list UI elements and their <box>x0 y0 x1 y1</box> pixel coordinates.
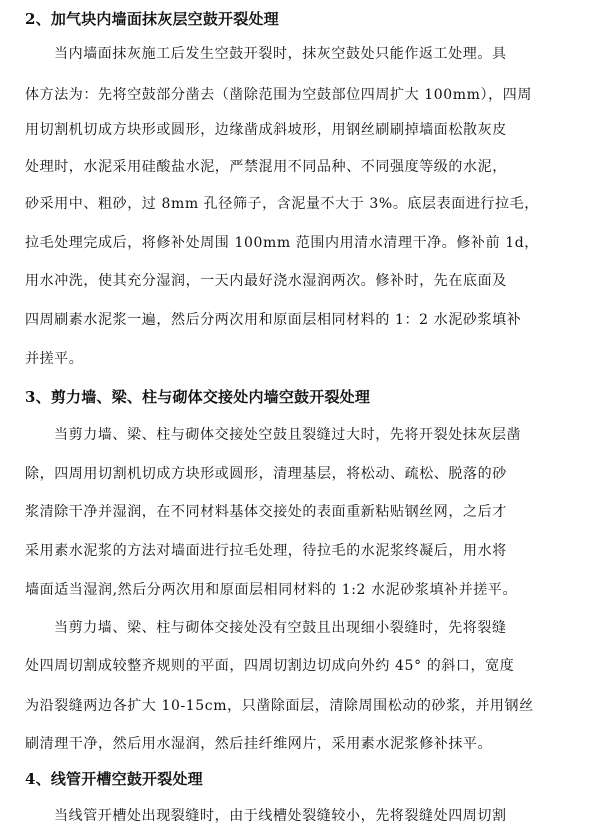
text-line: 处理时，水泥采用硅酸盐水泥，严禁混用不同品种、不同强度等级的水泥， <box>25 159 507 175</box>
text-line: 当剪力墙、梁、柱与砌体交接处空鼓且裂缝过大时，先将开裂处抹灰层凿 <box>54 427 522 443</box>
text-line: 为沿裂缝两边各扩大 10-15cm，只凿除面层，清除周围松动的砂浆，并用钢丝 <box>25 698 534 714</box>
text-line: 采用素水泥浆的方法对墙面进行拉毛处理，待拉毛的水泥浆终凝后，用水将 <box>25 543 507 559</box>
text-line: 除，四周用切割机切成方块形或圆形，清理基层，将松动、疏松、脱落的砂 <box>25 466 507 482</box>
text-line: 当内墙面抹灰施工后发生空鼓开裂时，抹灰空鼓处只能作返工处理。具 <box>54 46 507 62</box>
text-line: 刷清理干净，然后用水湿润，然后挂纤维网片，采用素水泥浆修补抹平。 <box>25 736 493 752</box>
text-line: 墙面适当湿润,然后分两次用和原面层相同材料的 1:2 水泥砂浆填补并搓平。 <box>25 582 518 598</box>
section-heading-4: 4、线管开槽空鼓开裂处理 <box>25 770 203 788</box>
text-line: 用水冲洗，使其充分湿润，一天内最好浇水湿润两次。修补时，先在底面及 <box>25 273 507 289</box>
text-line: 处四周切割成较整齐规则的平面，四周切割边切成向外约 45° 的斜口，宽度 <box>25 658 515 674</box>
text-line: 当剪力墙、梁、柱与砌体交接处没有空鼓且出现细小裂缝时，先将裂缝 <box>54 620 507 636</box>
text-line: 并搓平。 <box>25 351 84 367</box>
text-line: 用切割机切成方块形或圆形，边缘凿成斜坡形，用钢丝刷刷掉墙面松散灰皮 <box>25 122 507 138</box>
text-line: 体方法为：先将空鼓部分凿去（凿除范围为空鼓部位四周扩大 100mm），四周 <box>25 87 532 103</box>
text-line: 当线管开槽处出现裂缝时，由于线槽处裂缝较小，先将裂缝处四周切割 <box>54 808 507 824</box>
text-line: 砂采用中、粗砂，过 8mm 孔径筛子，含泥量不大于 3%。底层表面进行拉毛， <box>25 196 539 212</box>
text-line: 四周刷素水泥浆一遍，然后分两次用和原面层相同材料的 1：2 水泥砂浆填补 <box>25 312 522 328</box>
text-line: 拉毛处理完成后，将修补处周围 100mm 范围内用清水清理干净。修补前 1d， <box>25 235 539 251</box>
section-heading-2: 2、加气块内墙面抹灰层空鼓开裂处理 <box>25 10 279 28</box>
section-heading-3: 3、剪力墙、梁、柱与砌体交接处内墙空鼓开裂处理 <box>25 388 371 406</box>
text-line: 浆清除干净并湿润，在不同材料基体交接处的表面重新粘贴钢丝网，之后才 <box>25 504 507 520</box>
